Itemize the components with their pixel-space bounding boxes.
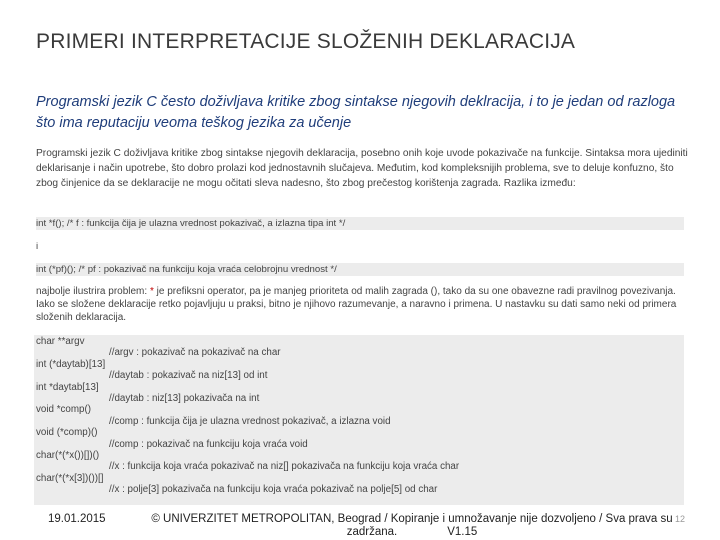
code-declaration: void *comp()	[36, 404, 91, 416]
code-comment: //x : funkcija koja vraća pokazivač na niz[] pokazivača na funkciju koja vraća char	[109, 461, 460, 473]
code-declaration: char(*(*x())[])()	[36, 450, 100, 462]
subtitle: Programski jezik C često doživljava kritike zbog sintakse njegovih deklracija, i to je jedan od razloga što ima reputaciju veoma teškog jezika za učenje	[36, 94, 676, 131]
copyright-text: © UNIVERZITET METROPOLITAN, Beograd / Kopiranje i umnožavanje nije dozvoljeno / Sva prava su	[151, 513, 673, 525]
footer-date: 19.01.2015	[48, 513, 106, 525]
explanation-part1: najbolje ilustrira problem:	[36, 286, 150, 297]
footer-copyright	[140, 513, 684, 539]
version-label: V1.15	[447, 526, 478, 538]
code-comment: //comp : funkcija čija je ulazna vrednost pokazivač, a izlazna void	[109, 415, 391, 427]
declarations-code-block	[34, 335, 684, 505]
code-comment: //argv : pokazivač na pokazivač na char	[109, 347, 281, 359]
example-line-pf: int (*pf)(); /* pf : pokazivač na funkciju koja vraća celobrojnu vrednost */	[36, 263, 684, 276]
code-comment: //daytab : pokazivač na niz[13] od int	[109, 370, 268, 382]
example-line-separator: i	[36, 241, 39, 252]
page-number: 12	[675, 514, 686, 524]
code-declaration: void (*comp)()	[36, 427, 98, 439]
code-comment: //comp : pokazivač na funkciju koja vraća void	[109, 438, 308, 450]
code-declaration: int (*daytab)[13]	[36, 358, 106, 370]
code-declaration: char **argv	[36, 336, 85, 347]
example-line-f: int *f(); /* f : funkcija čija je ulazna vrednost pokazivač, a izlazna tipa int */	[36, 217, 684, 230]
copyright-reserved: zadržana.	[346, 526, 398, 538]
explanation-paragraph	[36, 285, 686, 324]
slide-title: PRIMERI INTERPRETACIJE SLOŽENIH DEKLARACIJA	[36, 30, 576, 53]
prefix-operator-star: *	[149, 286, 154, 297]
code-comment: //daytab : niz[13] pokazivača na int	[109, 393, 260, 405]
code-declaration: int *daytab[13]	[36, 381, 99, 393]
explanation-part2: je prefiksni operator, pa je manjeg prioriteta od malih zagrada (), tako da su one obavezne radi pravilnog povezivanja. Iako se složene deklaracije retko pojavljuju u praksi, bitno je njihovo razumevanje, a naravno i primena. U nastavku su dati samo neki od primera složenih deklaracija.	[36, 286, 677, 323]
code-declaration: char(*(*x[3])())[]	[36, 472, 104, 484]
intro-paragraph: Programski jezik C doživljava kritike zbog sintakse njegovih deklaracija, posebno onih koje uvode pokazivače na funkcije. Sintaksa mora ujediniti deklarisanje i način upotrebe, što dobro prolazi kod jednostavnih slučajeva. Međutim, kod kompleksnijih problema, sve to deluje konfuzno, što zbog činjenice da se deklaracije ne mogu očitati sleva nadesno, što zbog prečestog korištenja zagrada. Razlika između:	[36, 148, 688, 190]
code-comment: //x : polje[3] pokazivača na funkciju koja vraća pokazivač na polje[5] od char	[109, 484, 438, 496]
